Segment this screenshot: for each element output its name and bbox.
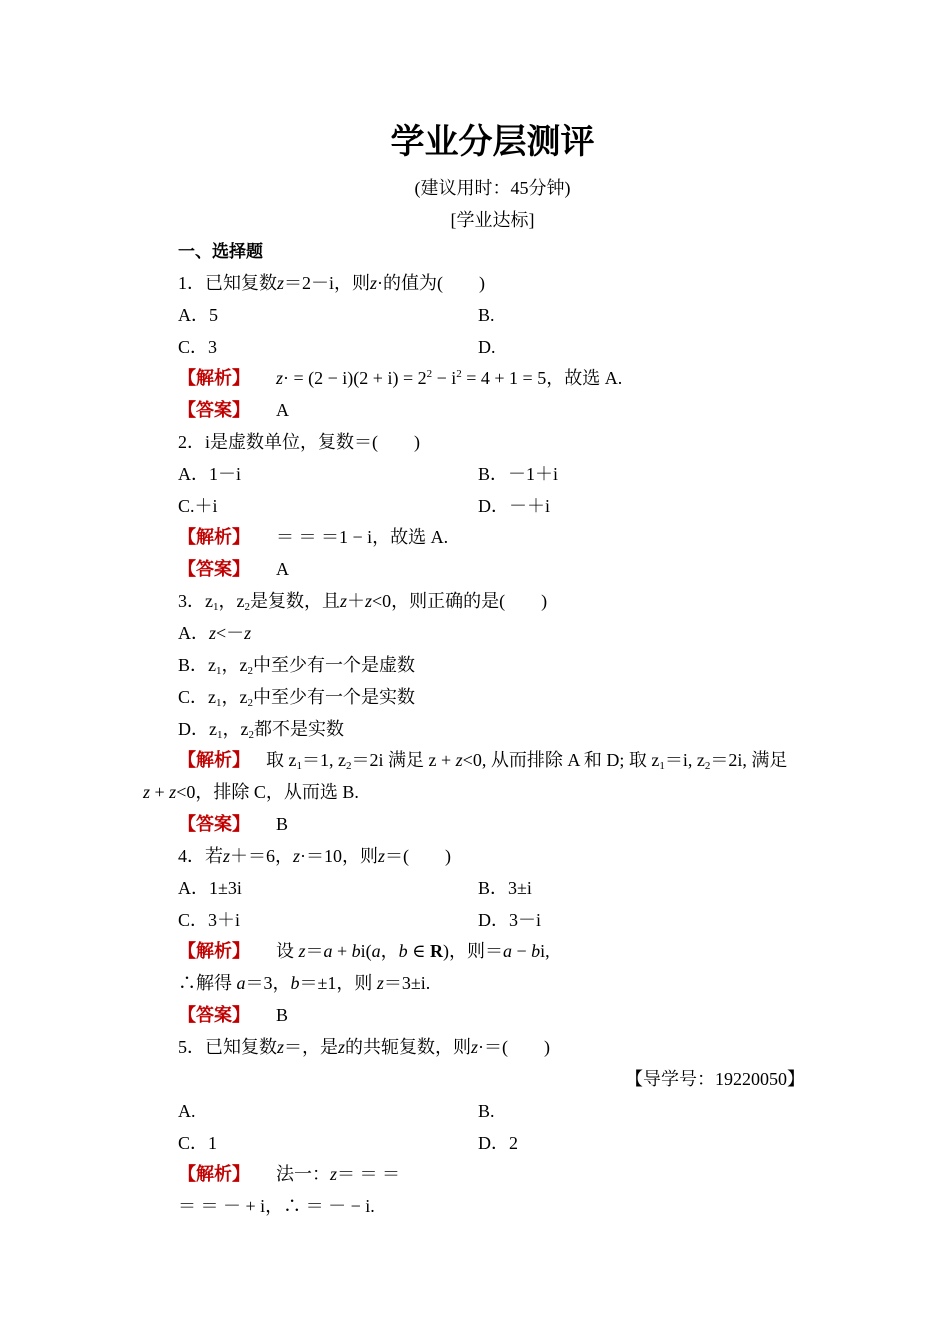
q2-option-b: B．－1＋i [478, 464, 559, 484]
q3-option-a: A．z<－z [178, 623, 252, 643]
q4-option-c: C．3＋i [178, 910, 241, 930]
analysis-label: 【解析】 [178, 527, 250, 547]
q4-option-b: B．3±i [478, 878, 532, 898]
q1-stem: 1．已知复数z＝2－i，则z·的值为( ) [178, 273, 486, 293]
q2-analysis: 【解析】 ＝ ＝ ＝1 − i，故选 A. [178, 527, 449, 547]
q3-analysis-cont: z + z<0，排除 C，从而选 B. [143, 782, 359, 802]
q2-option-c: C.＋i [178, 496, 218, 516]
q5-analysis: 【解析】 法一：z＝ ＝ ＝ [178, 1164, 401, 1184]
q1-option-c: C．3 [178, 337, 218, 357]
q4-answer: 【答案】 B [178, 1005, 289, 1025]
q4-analysis: 【解析】 设 z＝a + bi(a，b ∈ R)，则＝a − bi, [178, 941, 550, 961]
analysis-label: 【解析】 [178, 941, 250, 961]
analysis-label: 【解析】 [178, 750, 250, 770]
q5-option-c: C．1 [178, 1133, 218, 1153]
analysis-label: 【解析】 [178, 368, 250, 388]
q2-option-a: A．1－i [178, 464, 241, 484]
q5-option-d: D．2 [478, 1133, 518, 1153]
q5-analysis-cont: ＝ ＝ － + i，∴ ＝ － − i. [178, 1196, 375, 1216]
q2-stem: 2．i是虚数单位，复数＝( ) [178, 432, 420, 452]
answer-label: 【答案】 [178, 1005, 250, 1025]
q5-stem: 5．已知复数z＝，是z的共轭复数，则z·＝( ) [178, 1037, 551, 1057]
answer-label: 【答案】 [178, 559, 250, 579]
q3-option-b: B．$z_1$，$z_2$中至少有一个是虚数 [178, 655, 415, 677]
section-heading: 一、选择题 [178, 242, 263, 262]
q3-answer: 【答案】 B [178, 814, 289, 834]
time-note: (建议用时：45分钟) [414, 178, 571, 198]
q2-answer: 【答案】 A [178, 559, 289, 579]
answer-label: 【答案】 [178, 814, 250, 834]
q2-option-d: D．－＋i [478, 496, 550, 516]
q3-stem: 3．$z_1$，$z_2$是复数，且z＋z<0，则正确的是( ) [178, 591, 548, 613]
level-label: [学业达标] [450, 210, 535, 230]
guide-number: 【导学号：19220050】 [625, 1069, 805, 1089]
q4-option-d: D．3－i [478, 910, 541, 930]
q3-option-c: C．$z_1$，$z_2$中至少有一个是实数 [178, 687, 415, 709]
q5-option-a: A. [178, 1101, 196, 1121]
q1-option-b: B. [478, 305, 495, 325]
q3-option-d: D．$z_1$，$z_2$都不是实数 [178, 719, 344, 741]
q4-option-a: A．1±3i [178, 878, 242, 898]
analysis-label: 【解析】 [178, 1164, 250, 1184]
q1-analysis: 【解析】 $z\cdot = (2 - i)(2 + i) = 2^2 - i^2 = 4 + 1 = 5$，故选 A. [178, 368, 623, 388]
q3-analysis: 【解析】 取 $z_1=1$, $z_2=2i$ 满足 z + z<0, 从而排除 A 和 D; 取 $z_1=i$, $z_2=2i$, 满足 [178, 750, 788, 772]
q4-analysis-cont: ∴解得 a＝3，b＝±1，则 z＝3±i. [178, 973, 431, 993]
q5-option-b: B. [478, 1101, 495, 1121]
q1-option-a: A．5 [178, 305, 218, 325]
q4-stem: 4．若z＋＝6，z·＝10，则z＝( ) [178, 846, 452, 866]
q1-option-d: D. [478, 337, 496, 357]
page-title: 学业分层测评 [390, 122, 595, 162]
q1-answer: 【答案】 A [178, 400, 289, 420]
answer-label: 【答案】 [178, 400, 250, 420]
